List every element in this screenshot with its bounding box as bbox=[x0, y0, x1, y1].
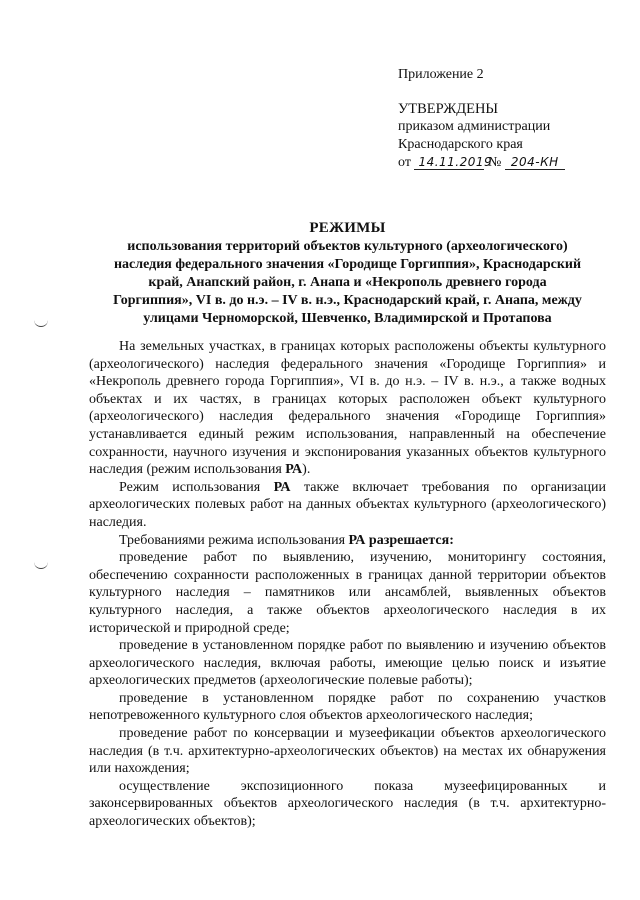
title-line: край, Анапский район, г. Анапа и «Некрополь древнего города bbox=[148, 275, 547, 290]
document-body bbox=[89, 338, 606, 831]
approval-line-1: приказом администрации bbox=[398, 119, 551, 134]
paragraph-text: Режим использования bbox=[119, 479, 274, 495]
order-date: 14.11.2019 bbox=[414, 155, 484, 170]
title-line: использования территорий объектов культурного (археологического) bbox=[127, 239, 568, 254]
regime-code: РА bbox=[273, 479, 291, 495]
list-item: проведение в установленном порядке работ по выявлению и изучению объектов археологического наследия, включая работы, имеющие целью поиск и изъятие археологических предметов (археологические полевые работы); bbox=[89, 638, 606, 689]
list-item: проведение работ по выявлению, изучению, мониторингу состояния, обеспечению сохранности расположенных в границах данной территории объектов культурного наследия – памятников или ансамблей, выявленных объектов культурного наследия, а также объектов археологического наследия в их исторической и природной среде; bbox=[89, 550, 606, 636]
order-date-number bbox=[398, 154, 628, 172]
paragraph-text: На земельных участках, в границах которых расположены объекты культурного (археологического) наследия федерального значения «Городище Горгиппия» и «Некрополь древнего города Горгиппия», VI в. до н.э. – IV в. н.э., а также водных объектах и их частях, в границах которых расположен объект культурного (археологического) наследия федерального значения «Городище Горгиппия» устанавливается единый режим использования, направленный на обеспечение сохранности, научного изучения и экспонирования указанных объектов культурного наследия (режим использования bbox=[89, 339, 606, 478]
page-title: РЕЖИМЫ bbox=[309, 220, 386, 236]
order-number: 204-КН bbox=[505, 155, 565, 170]
appendix-label: Приложение 2 bbox=[398, 67, 484, 82]
paragraph-text: также включает требования по организации археологических полевых работ на данных объектах культурного (археологического) наследия. bbox=[89, 479, 606, 530]
document-title bbox=[90, 219, 605, 328]
regime-code: РА bbox=[285, 462, 303, 478]
approval-line-2: Краснодарского края bbox=[398, 137, 523, 152]
paragraph-text: Требованиями режима использования bbox=[119, 532, 349, 548]
number-prefix: № bbox=[487, 155, 502, 170]
date-prefix: от bbox=[398, 155, 411, 170]
regime-code: РА bbox=[348, 532, 366, 548]
approved-label: УТВЕРЖДЕНЫ bbox=[398, 101, 499, 117]
paragraph-text: ). bbox=[302, 462, 311, 478]
paragraph bbox=[89, 479, 606, 532]
margin-mark bbox=[34, 320, 48, 327]
paragraph bbox=[89, 338, 606, 479]
list-item: осуществление экспозиционного показа музеефицированных и законсервированных объектов археологического наследия (в т.ч. архитектурно-археологических объектов); bbox=[89, 778, 606, 830]
list-item: проведение в установленном порядке работ по сохранению участков непотревоженного культурного слоя объектов археологического наследия; bbox=[89, 690, 606, 724]
list-item: проведение работ по консервации и музеефикации объектов археологического наследия (в т.ч. архитектурно-археологических объектов) на местах их обнаружения или нахождения; bbox=[89, 726, 606, 777]
paragraph-text: разрешается: bbox=[365, 532, 454, 548]
approval-block bbox=[398, 66, 628, 172]
margin-mark bbox=[34, 562, 48, 569]
title-line: улицами Черноморской, Шевченко, Владимирской и Протапова bbox=[143, 311, 552, 326]
title-line: Горгиппия», VI в. до н.э. – IV в. н.э., Краснодарский край, г. Анапа, между bbox=[113, 293, 582, 308]
title-line: наследия федерального значения «Городище Горгиппия», Краснодарский bbox=[113, 257, 582, 272]
paragraph bbox=[89, 532, 606, 550]
